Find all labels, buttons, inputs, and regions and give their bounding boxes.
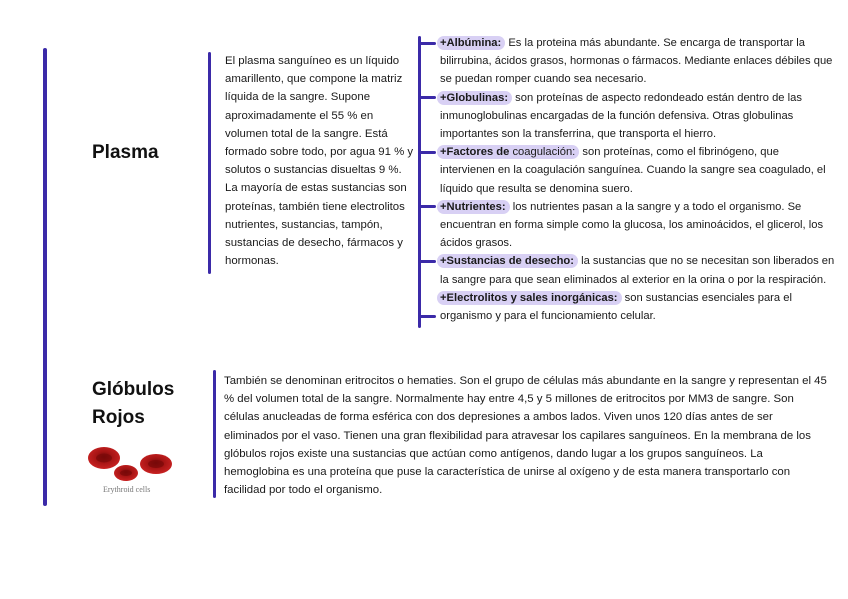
component-text: Es la proteina más abundante. Se encarga de transportar la bilirrubina, ácidos grasos, hormonas o fármacos. Mediante enlaces débiles que se puedan romper cuando sea necesario. — [440, 37, 833, 86]
red-cells-title — [92, 377, 174, 430]
component-tick — [418, 260, 436, 263]
red-cells-title-line2: Rojos — [92, 407, 145, 428]
component-text: la sustancias que no se necesitan son liberados en la sangre para que sean eliminados al exterior en la orina o por la respiración. — [440, 255, 835, 286]
component-coagulacion — [440, 143, 835, 198]
red-cell-shape — [140, 454, 172, 474]
red-cell-shape — [88, 447, 120, 469]
red-cells-bracket — [213, 370, 216, 498]
component-tick — [418, 96, 436, 99]
plasma-bracket — [208, 52, 211, 274]
component-tick — [418, 315, 436, 318]
red-cells-description: También se denominan eritrocitos o hematies. Son el grupo de células más abundante en la sangre y representan el 45 % del volumen total de la sangre. Normalmente hay entre 4,5 y 5 millones de eritrocitos por MM3 de sangre. Son células anucleadas de forma esférica con dos depresiones a ambos lados. Viven unos 120 días antes de ser eliminados por el vaso. Tienen una gran flexibilidad para atravesar los capilares sanguíneos. En la membrana de los glóbulos rojos existe una sustancias que actúan como antígenos, dando lugar a los grupos sanguíneos. La hemoglobina es una proteína que puse la característica de unirse al oxígeno y de esta manera transportarlo con facilidad por todo el organismo. — [224, 375, 827, 497]
component-text: son sustancias esenciales para el organismo y para el funcionamiento celular. — [440, 291, 792, 323]
component-label: +Globulinas: — [437, 91, 512, 105]
component-label: +Electrolitos y sales inorgánicas: — [437, 291, 622, 305]
component-tick — [418, 151, 436, 154]
component-label: +Nutrientes: — [437, 200, 510, 214]
component-electrolitos — [440, 289, 835, 325]
component-label-rest: coagulación: — [509, 146, 576, 159]
component-label: +Sustancias de desecho: — [437, 254, 578, 268]
component-desecho — [440, 252, 835, 288]
component-text: los nutrientes pasan a la sangre y a todo el organismo. Se encuentran en forma simple como la glucosa, los aminoácidos, el glicerol, los ácidos grasos. — [440, 200, 824, 250]
main-bracket — [43, 48, 47, 506]
component-text: son proteínas de aspecto redondeado están dentro de las inmunoglobulinas encargadas de la función defensiva. Otras globulinas importantes son la transferrina, que transporta el hierro. — [440, 91, 802, 141]
component-text: son proteínas, como el fibrinógeno, que intervienen en la coagulación sanguínea. Cuando la sangre sea coagulado, el líquido que resulta se denomina suero. — [440, 146, 826, 195]
component-label: +Albúmina: — [437, 36, 505, 50]
components-bracket — [418, 36, 421, 328]
plasma-components — [440, 34, 835, 325]
component-tick — [418, 205, 436, 208]
plasma-description: El plasma sanguíneo es un líquido amarillento, que compone la matriz líquida de la sangre. Supone aproximadamente el 55 % en volumen total de la sangre. Está formado sobre todo, por agua 91 % y solutos o sustancias disueltas 9 %. La mayoría de estas sustancias son proteínas, también tiene electrolitos nutrientes, sustancias, tampón, sustancias de desecho, fármacos y hormonas. — [225, 55, 414, 268]
plasma-title: Plasma — [92, 142, 159, 163]
component-label: +Factores de — [440, 146, 510, 159]
red-cell-shape — [114, 465, 138, 481]
component-label-group — [437, 145, 579, 159]
component-globulinas — [440, 89, 835, 144]
component-albumina — [440, 34, 835, 89]
red-cells-title-line1: Glóbulos — [92, 379, 175, 400]
red-cells-image-caption: Erythroid cells — [103, 485, 151, 494]
component-tick — [418, 42, 436, 45]
component-nutrientes — [440, 198, 835, 253]
